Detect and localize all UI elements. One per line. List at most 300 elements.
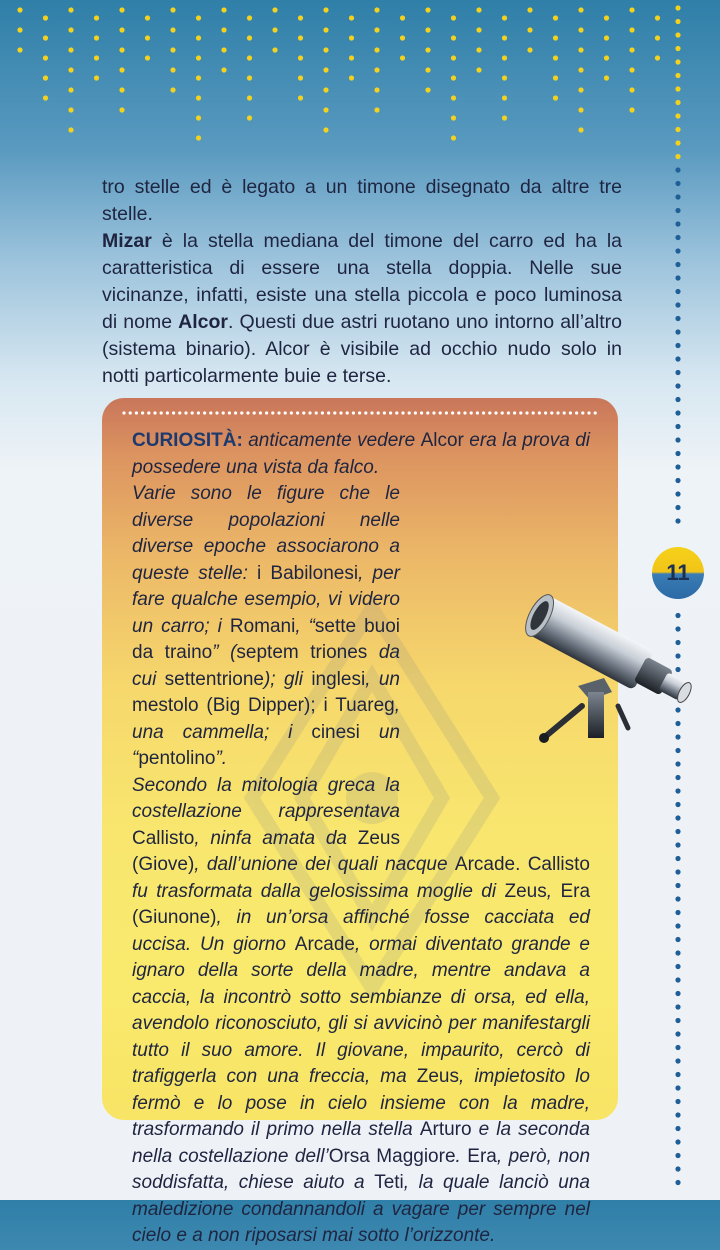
decor-dot [655, 15, 660, 20]
decor-dot [349, 35, 354, 40]
box-dot [352, 411, 355, 414]
box-dot [215, 411, 218, 414]
box-dot [122, 411, 125, 414]
decor-dot [68, 107, 73, 112]
rail-dot [675, 410, 680, 415]
cur-seg26: Callisto [132, 827, 195, 849]
decor-dot [578, 87, 583, 92]
cur-seg40: , impietosito lo fermò e lo pose in cielo insieme con la madre, trasformando il primo nella stella [132, 1066, 590, 1140]
decor-dot [272, 27, 277, 32]
cur-seg38: , ormai diventato grande e ignaro della sorte della madre, mentre andava a caccia, la incontrò sotto sembianze di orsa, ed ella, avendolo riconosciuto, gli si avvicinò per manifestargli tutto il suo amore. Il giovane, impaurito, cercò di trafiggerla con una freccia, ma [132, 933, 590, 1087]
rail-dot [675, 140, 680, 145]
decor-dot [476, 47, 481, 52]
rail-dot [675, 19, 680, 24]
cur-seg43: Orsa Maggiore [328, 1145, 456, 1167]
decor-dot [425, 27, 430, 32]
rail-dot [675, 883, 680, 888]
rail-dot [675, 856, 680, 861]
decor-dot [349, 15, 354, 20]
box-dot [408, 411, 411, 414]
box-dot [327, 411, 330, 414]
decor-dot [68, 127, 73, 132]
box-dot [172, 411, 175, 414]
decor-dot [196, 55, 201, 60]
decor-dot [400, 35, 405, 40]
decor-dot [451, 135, 456, 140]
cur-seg22: un “ [132, 721, 400, 769]
decor-dot [349, 55, 354, 60]
rail-dot [675, 923, 680, 928]
rail-dot [675, 329, 680, 334]
rail-dot [675, 1139, 680, 1144]
box-dot [197, 411, 200, 414]
box-dot [302, 411, 305, 414]
decor-dot [145, 35, 150, 40]
box-dot [265, 411, 268, 414]
rail-dot [675, 505, 680, 510]
box-dot [308, 411, 311, 414]
decor-dot [374, 7, 379, 12]
decor-dot [323, 107, 328, 112]
decor-dot [476, 7, 481, 12]
box-dot [581, 411, 584, 414]
decor-dot [578, 27, 583, 32]
box-dot [569, 411, 572, 414]
decor-dot [247, 75, 252, 80]
decor-dot [170, 7, 175, 12]
cur-seg16: , un [365, 668, 400, 690]
paragraph-mizar-text: è la stella mediana del timone del carro ed ha la caratteristica di essere una stella doppia. Nelle sue vicinanze, infatti, esiste una stella piccola e poco luminosa di nome [102, 230, 622, 333]
cur-seg2: Alcor [420, 430, 464, 451]
decor-dot [196, 135, 201, 140]
decor-dot [196, 15, 201, 20]
box-dot [563, 411, 566, 414]
decor-dot [374, 87, 379, 92]
paragraph-mizar [102, 228, 622, 390]
box-dot [141, 411, 144, 414]
box-dot [178, 411, 181, 414]
rail-dot [675, 383, 680, 388]
box-dot [271, 411, 274, 414]
decor-dot [272, 7, 277, 12]
decor-dot [298, 75, 303, 80]
decor-dot [451, 55, 456, 60]
rail-dot [675, 1004, 680, 1009]
cur-seg5: i Babilonesi [257, 562, 359, 584]
cur-seg33: Zeus [504, 880, 547, 902]
decor-dot [629, 67, 634, 72]
decor-dot [655, 55, 660, 60]
box-dot [234, 411, 237, 414]
decor-dot [119, 67, 124, 72]
decor-dot [196, 75, 201, 80]
decor-dot [451, 75, 456, 80]
rail-dot [675, 761, 680, 766]
decor-dot [502, 15, 507, 20]
decor-dot [629, 107, 634, 112]
box-dot [339, 411, 342, 414]
decor-dot [374, 67, 379, 72]
decor-dot [451, 115, 456, 120]
box-dot [575, 411, 578, 414]
box-dot [482, 411, 485, 414]
decor-dot [553, 55, 558, 60]
rail-dot [675, 491, 680, 496]
decor-dot [170, 67, 175, 72]
main-text [102, 174, 622, 390]
rail-dot [675, 235, 680, 240]
box-dot [153, 411, 156, 414]
decor-dot [68, 87, 73, 92]
decor-dot [298, 15, 303, 20]
rail-dot [675, 275, 680, 280]
box-dot [550, 411, 553, 414]
cur-seg47: Teti [374, 1172, 404, 1193]
decor-dot [323, 87, 328, 92]
rail-dot [675, 829, 680, 834]
box-dot [166, 411, 169, 414]
box-dot [240, 411, 243, 414]
cur-seg18: (Big Dipper); i [198, 695, 336, 716]
rail-dot [675, 1072, 680, 1077]
cur-seg6: , per fare qualche esempio, vi videro un carro; i [132, 562, 400, 637]
box-dot [488, 411, 491, 414]
cur-seg30: Arcade [454, 854, 516, 875]
decor-dot [553, 75, 558, 80]
decor-dot [247, 115, 252, 120]
curiosity-title: CURIOSITÀ: [132, 430, 243, 451]
decor-dot [247, 55, 252, 60]
term-alcor: Alcor [178, 311, 229, 333]
decor-dot [170, 47, 175, 52]
cur-seg11: septem triones [236, 642, 368, 663]
decor-dot [298, 55, 303, 60]
rail-dot [675, 1018, 680, 1023]
box-dot [346, 411, 349, 414]
cur-seg14: ); gli [263, 668, 312, 690]
cur-seg17: mestolo [132, 695, 199, 716]
decor-dot [476, 27, 481, 32]
box-dot [246, 411, 249, 414]
box-dot [420, 411, 423, 414]
decor-dot [425, 7, 430, 12]
decor-dot [94, 35, 99, 40]
rail-dot [675, 86, 680, 91]
box-dot [519, 411, 522, 414]
box-dot [463, 411, 466, 414]
rail-dot [675, 518, 680, 523]
box-dot [290, 411, 293, 414]
rail-dot [675, 73, 680, 78]
decor-dot [425, 47, 430, 52]
box-dot [184, 411, 187, 414]
decor-dot [323, 127, 328, 132]
decor-dot [578, 127, 583, 132]
box-dot [383, 411, 386, 414]
decor-dot [451, 35, 456, 40]
paragraph-mizar-end: . Questi due astri ruotano uno intorno all’altro (sistema binario). Alcor è visibile ad occhio nudo solo in notti particolarmente buie e terse. [102, 311, 622, 387]
decor-dot [119, 47, 124, 52]
cur-seg37: Arcade [294, 933, 355, 955]
rail-dot [675, 464, 680, 469]
box-dot [587, 411, 590, 414]
box-dot [228, 411, 231, 414]
rail-dot [675, 1112, 680, 1117]
box-dot [532, 411, 535, 414]
box-dot [556, 411, 559, 414]
box-dot [451, 411, 454, 414]
box-dot [525, 411, 528, 414]
decor-dot [247, 95, 252, 100]
cur-seg29: , dall’unione dei quali nacque [194, 854, 455, 875]
decor-dot [94, 75, 99, 80]
box-dot [414, 411, 417, 414]
rail-dot [675, 181, 680, 186]
box-dot [321, 411, 324, 414]
decor-dot [145, 15, 150, 20]
rail-dot [675, 154, 680, 159]
decor-dot [298, 35, 303, 40]
curiosity-intro [132, 428, 590, 481]
decor-dot [527, 27, 532, 32]
rail-dot [675, 5, 680, 10]
rail-dot [675, 208, 680, 213]
decor-dot [502, 75, 507, 80]
box-dot [501, 411, 504, 414]
cur-seg19: Tuareg [335, 695, 395, 716]
decor-dot [400, 55, 405, 60]
rail-dot [675, 343, 680, 348]
rail-dot [675, 302, 680, 307]
decor-dot [68, 47, 73, 52]
box-dot [203, 411, 206, 414]
decor-dot [629, 87, 634, 92]
cur-seg36: , in un’orsa affinché fosse cacciata ed uccisa. Un giorno [132, 907, 590, 955]
box-dot [284, 411, 287, 414]
box-dot [358, 411, 361, 414]
rail-dot [675, 370, 680, 375]
cur-seg46: , però, non soddisfatta, chiese aiuto a [132, 1145, 591, 1193]
decor-dot [94, 55, 99, 60]
box-dot [147, 411, 150, 414]
decor-dot [68, 7, 73, 12]
rail-dot [675, 356, 680, 361]
decor-dot [298, 95, 303, 100]
telescope-illustration [500, 588, 700, 758]
box-dot [445, 411, 448, 414]
rail-dot [675, 1045, 680, 1050]
cur-seg1: anticamente vedere [242, 430, 421, 451]
curiosity-box [102, 398, 618, 1246]
decor-dot [655, 35, 660, 40]
box-dot [494, 411, 497, 414]
decor-dot [578, 67, 583, 72]
decor-dot [68, 27, 73, 32]
box-dot-line [122, 410, 598, 416]
box-dot [395, 411, 398, 414]
decor-dot [119, 27, 124, 32]
decor-dot [629, 7, 634, 12]
rail-dot [675, 316, 680, 321]
cur-seg10: ” ( [212, 642, 237, 663]
rail-dot [675, 1126, 680, 1131]
decor-dot [43, 35, 48, 40]
decor-dot [553, 35, 558, 40]
decor-dot [221, 7, 226, 12]
box-dot [191, 411, 194, 414]
rail-dot [675, 788, 680, 793]
decor-dot [119, 7, 124, 12]
cur-seg48: , la quale lanciò una maledizione condannandoli a vagare per sempre nel cielo e a non riposarsi mai sotto l’orizzonte. [132, 1172, 590, 1246]
cur-seg15: inglesi [311, 668, 366, 690]
cur-seg31: . Callisto [515, 854, 590, 875]
decor-dot [247, 15, 252, 20]
rail-dot [675, 991, 680, 996]
box-dot [401, 411, 404, 414]
cur-seg23: pentolino [138, 748, 216, 769]
box-dot [315, 411, 318, 414]
cur-seg3: era la prova di possedere una vista da falco. [132, 430, 590, 478]
rail-dot [675, 59, 680, 64]
rail-dot [675, 478, 680, 483]
decor-dot [170, 27, 175, 32]
cur-seg25: Secondo la mitologia greca la costellazione rappresentava [132, 774, 400, 822]
decor-dot [196, 115, 201, 120]
rail-dot [675, 815, 680, 820]
cur-seg7: Romani [229, 615, 296, 637]
box-dot [457, 411, 460, 414]
box-dot [470, 411, 473, 414]
box-dot [513, 411, 516, 414]
cur-seg39: Zeus [416, 1066, 459, 1087]
rail-dot [675, 221, 680, 226]
decor-dot [145, 55, 150, 60]
rail-dot [675, 1153, 680, 1158]
rail-dot [675, 437, 680, 442]
decor-dot [323, 27, 328, 32]
rail-dot [675, 896, 680, 901]
decor-dot [502, 55, 507, 60]
rail-dot [675, 775, 680, 780]
box-dot [389, 411, 392, 414]
rail-dot [675, 1099, 680, 1104]
box-dot [259, 411, 262, 414]
box-dot [222, 411, 225, 414]
rail-dot [675, 167, 680, 172]
cur-seg44: . [455, 1145, 468, 1167]
decor-dot [43, 75, 48, 80]
decor-dot [400, 15, 405, 20]
rail-dot [675, 113, 680, 118]
decor-dot [221, 47, 226, 52]
decor-dot [629, 47, 634, 52]
decor-dot [527, 47, 532, 52]
box-dot [160, 411, 163, 414]
decor-dot [527, 7, 532, 12]
rail-dot [675, 32, 680, 37]
decor-dot [578, 47, 583, 52]
decor-dot [604, 35, 609, 40]
rail-dot [675, 1180, 680, 1185]
decor-dot [629, 27, 634, 32]
rail-dot [675, 964, 680, 969]
rail-dot [675, 1031, 680, 1036]
cur-seg8: , “ [295, 615, 315, 637]
decor-dot [43, 15, 48, 20]
box-dot [370, 411, 373, 414]
box-dot [333, 411, 336, 414]
decor-dot [17, 7, 22, 12]
cur-seg24: ”. [215, 748, 228, 769]
term-mizar: Mizar [102, 230, 152, 252]
rail-dot [675, 451, 680, 456]
rail-dot [675, 937, 680, 942]
decor-dot [170, 87, 175, 92]
decor-dot [349, 75, 354, 80]
box-dot [253, 411, 256, 414]
decor-dot [119, 87, 124, 92]
rail-dot [675, 46, 680, 51]
rail-dot [675, 869, 680, 874]
decor-dot [272, 47, 277, 52]
decor-dot [502, 95, 507, 100]
paragraph-intro: tro stelle ed è legato a un timone disegnato da altre tre stelle. [102, 176, 622, 225]
rail-dot [675, 1085, 680, 1090]
box-dot [507, 411, 510, 414]
decor-dot [553, 15, 558, 20]
box-dot [538, 411, 541, 414]
box-dot [426, 411, 429, 414]
decor-dot [451, 95, 456, 100]
decor-dot [604, 55, 609, 60]
decor-dot [578, 7, 583, 12]
decor-dot [94, 15, 99, 20]
decor-dot [451, 15, 456, 20]
box-dot [277, 411, 280, 414]
box-dot [209, 411, 212, 414]
decor-dot [323, 67, 328, 72]
decor-dot [374, 27, 379, 32]
decor-dot [553, 95, 558, 100]
page-number: 11 [666, 560, 690, 585]
decor-dot [604, 75, 609, 80]
cur-seg21: cinesi [311, 721, 360, 743]
decor-dot [374, 107, 379, 112]
decor-dot [196, 95, 201, 100]
decor-dot [43, 55, 48, 60]
rail-dot [675, 397, 680, 402]
cur-seg20: , una cammella; i [132, 695, 400, 743]
rail-dot [675, 842, 680, 847]
rail-dot [675, 289, 680, 294]
box-dot [296, 411, 299, 414]
cur-seg27: , ninfa amata da [194, 827, 358, 849]
decor-dot [502, 35, 507, 40]
decor-dot [604, 15, 609, 20]
decor-dot [476, 67, 481, 72]
decor-dot [425, 67, 430, 72]
curiosity-text [132, 428, 590, 1250]
decor-dot [374, 47, 379, 52]
rail-dot [675, 100, 680, 105]
rail-dot [675, 910, 680, 915]
decor-dot [196, 35, 201, 40]
rail-dot [675, 248, 680, 253]
rail-dot [675, 1058, 680, 1063]
box-dot [129, 411, 132, 414]
cur-seg9: sette buoi da traino [132, 615, 400, 663]
decor-dot [323, 47, 328, 52]
